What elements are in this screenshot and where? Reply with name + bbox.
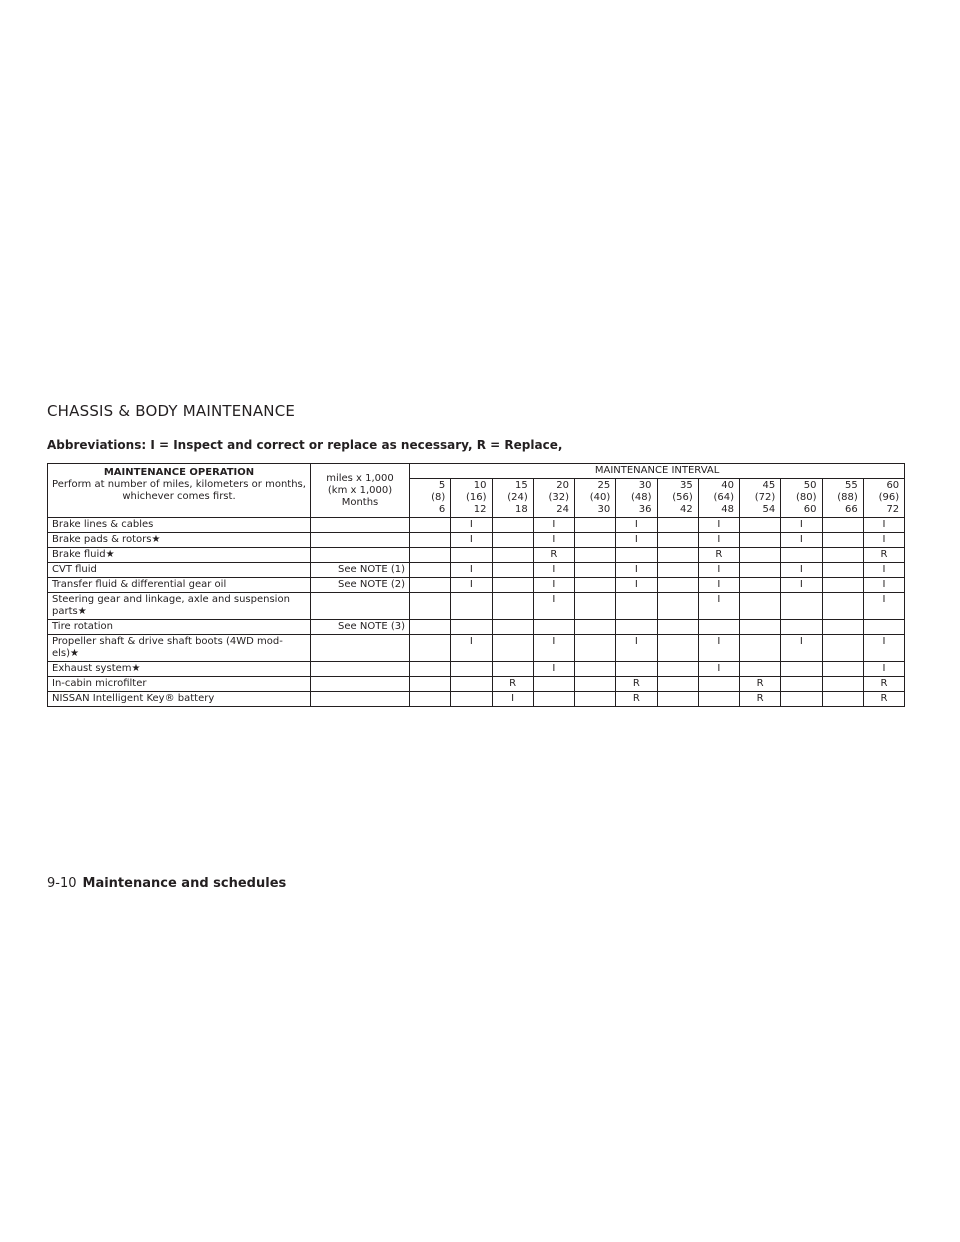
interval-mark-cell [657, 578, 698, 593]
interval-mark-cell [781, 620, 822, 635]
interval-mark-cell [575, 518, 616, 533]
operation-name: Brake pads & rotors [52, 534, 152, 545]
interval-mark-cell: I [698, 662, 739, 677]
operation-note: See NOTE (3) [311, 620, 410, 635]
operation-name: Steering gear and linkage, axle and suspension parts [52, 594, 290, 617]
interval-months: 30 [597, 504, 611, 515]
interval-mark-cell: I [781, 578, 822, 593]
operation-header-text: Perform at number of miles, kilometers or months, whichever comes first. [52, 479, 306, 502]
interval-mark-cell: I [616, 563, 657, 578]
interval-mark-cell [492, 662, 533, 677]
interval-km: (56) [672, 492, 693, 503]
interval-miles: 15 [515, 480, 528, 491]
operation-note [311, 593, 410, 620]
operation-note [311, 677, 410, 692]
interval-miles: 25 [597, 480, 611, 491]
interval-mark-cell [410, 635, 451, 662]
abbreviations-legend: Abbreviations: I = Inspect and correct or replace as necessary, R = Replace, [47, 438, 563, 452]
table-row [48, 518, 905, 533]
interval-mark-cell: I [698, 518, 739, 533]
interval-mark-cell [410, 692, 451, 707]
operation-note [311, 635, 410, 662]
interval-mark-cell [822, 578, 863, 593]
interval-col-60 [863, 479, 904, 518]
interval-mark-cell: I [451, 563, 492, 578]
interval-mark-cell [657, 692, 698, 707]
page-number: 9-10 [47, 876, 77, 891]
units-months: Months [341, 496, 379, 508]
units-header [311, 464, 410, 518]
interval-km: (24) [507, 492, 528, 503]
interval-mark-cell [410, 518, 451, 533]
interval-mark-cell [575, 563, 616, 578]
interval-mark-cell [492, 548, 533, 563]
interval-mark-cell: I [616, 635, 657, 662]
table-row [48, 578, 905, 593]
interval-miles: 35 [680, 480, 693, 491]
interval-mark-cell [657, 563, 698, 578]
interval-mark-cell [863, 620, 904, 635]
star-icon: ★ [105, 549, 115, 560]
interval-mark-cell: I [863, 635, 904, 662]
interval-mark-cell [740, 620, 781, 635]
interval-km: (88) [837, 492, 858, 503]
interval-mark-cell [698, 692, 739, 707]
interval-mark-cell: I [533, 578, 574, 593]
interval-mark-cell [451, 548, 492, 563]
interval-mark-cell: R [863, 692, 904, 707]
interval-mark-cell [492, 620, 533, 635]
interval-mark-cell: I [451, 533, 492, 548]
interval-mark-cell: R [492, 677, 533, 692]
operation-note [311, 518, 410, 533]
page-footer [47, 876, 286, 891]
interval-mark-cell: I [451, 518, 492, 533]
interval-mark-cell [533, 692, 574, 707]
interval-mark-cell [616, 593, 657, 620]
table-header-row-1 [48, 464, 905, 479]
operation-name-cell [48, 518, 311, 533]
interval-mark-cell [698, 677, 739, 692]
interval-months: 48 [721, 504, 734, 515]
interval-miles: 45 [762, 480, 776, 491]
interval-mark-cell [575, 548, 616, 563]
interval-mark-cell: I [781, 533, 822, 548]
interval-mark-cell: I [451, 578, 492, 593]
table-row [48, 620, 905, 635]
interval-mark-cell [657, 518, 698, 533]
interval-col-10 [451, 479, 492, 518]
interval-miles: 10 [473, 480, 487, 491]
interval-col-40 [698, 479, 739, 518]
operation-note [311, 548, 410, 563]
interval-mark-cell [575, 692, 616, 707]
interval-mark-cell [575, 635, 616, 662]
interval-mark-cell [575, 677, 616, 692]
interval-mark-cell: R [863, 548, 904, 563]
interval-mark-cell [657, 533, 698, 548]
table-row [48, 533, 905, 548]
interval-mark-cell: I [533, 518, 574, 533]
table-body [48, 518, 905, 707]
section-title: CHASSIS & BODY MAINTENANCE [47, 402, 296, 420]
operation-name: Tire rotation [52, 621, 114, 632]
interval-miles: 60 [886, 480, 900, 491]
interval-mark-cell: R [533, 548, 574, 563]
interval-miles: 30 [638, 480, 652, 491]
interval-mark-cell [575, 620, 616, 635]
interval-mark-cell [822, 662, 863, 677]
interval-miles: 40 [721, 480, 734, 491]
operation-name: Exhaust system [52, 663, 132, 674]
interval-mark-cell [410, 677, 451, 692]
interval-mark-cell [492, 635, 533, 662]
interval-mark-cell [492, 578, 533, 593]
operation-name-cell [48, 635, 311, 662]
interval-mark-cell [492, 533, 533, 548]
interval-mark-cell [740, 593, 781, 620]
interval-mark-cell [740, 518, 781, 533]
operation-note: See NOTE (2) [311, 578, 410, 593]
interval-mark-cell [410, 662, 451, 677]
interval-mark-cell [410, 620, 451, 635]
table-row [48, 635, 905, 662]
interval-mark-cell [451, 692, 492, 707]
operation-header-title: MAINTENANCE OPERATION [103, 467, 255, 478]
interval-mark-cell [575, 662, 616, 677]
interval-months: 6 [438, 504, 446, 515]
interval-mark-cell [410, 533, 451, 548]
interval-mark-cell [657, 548, 698, 563]
interval-col-25 [575, 479, 616, 518]
interval-col-5 [410, 479, 451, 518]
interval-col-50 [781, 479, 822, 518]
interval-mark-cell: I [863, 578, 904, 593]
interval-mark-cell [740, 533, 781, 548]
star-icon: ★ [131, 663, 141, 674]
interval-months: 42 [680, 504, 693, 515]
interval-mark-cell [740, 548, 781, 563]
interval-mark-cell: I [781, 635, 822, 662]
star-icon: ★ [77, 606, 87, 617]
interval-mark-cell [575, 578, 616, 593]
interval-mark-cell [616, 662, 657, 677]
interval-header: MAINTENANCE INTERVAL [410, 464, 905, 479]
interval-mark-cell [492, 518, 533, 533]
interval-km: (32) [548, 492, 569, 503]
interval-mark-cell: I [781, 518, 822, 533]
operation-name-cell [48, 677, 311, 692]
interval-mark-cell: I [863, 593, 904, 620]
interval-mark-cell [657, 662, 698, 677]
interval-mark-cell [492, 563, 533, 578]
interval-mark-cell: R [616, 692, 657, 707]
interval-km: (80) [795, 492, 817, 503]
interval-mark-cell: R [616, 677, 657, 692]
interval-mark-cell [822, 563, 863, 578]
units-km: (km x 1,000) [327, 484, 393, 496]
operation-name-cell [48, 548, 311, 563]
operation-name: In-cabin microfilter [52, 678, 147, 689]
table-row [48, 692, 905, 707]
interval-mark-cell [575, 593, 616, 620]
interval-mark-cell: I [616, 578, 657, 593]
interval-mark-cell [822, 518, 863, 533]
interval-months: 12 [473, 504, 487, 515]
operation-name: Propeller shaft & drive shaft boots (4WD mod-els) [52, 636, 283, 659]
operation-name: Brake lines & cables [52, 519, 154, 530]
interval-mark-cell [822, 620, 863, 635]
operation-note [311, 692, 410, 707]
interval-mark-cell: I [698, 578, 739, 593]
interval-months: 54 [762, 504, 776, 515]
operation-name-cell [48, 593, 311, 620]
interval-mark-cell [575, 533, 616, 548]
interval-miles: 50 [803, 480, 817, 491]
interval-months: 36 [638, 504, 652, 515]
interval-mark-cell: R [698, 548, 739, 563]
interval-mark-cell: I [863, 518, 904, 533]
interval-mark-cell [533, 677, 574, 692]
interval-mark-cell [657, 620, 698, 635]
interval-mark-cell: I [863, 662, 904, 677]
interval-mark-cell [740, 635, 781, 662]
interval-mark-cell [822, 548, 863, 563]
interval-mark-cell: I [533, 563, 574, 578]
interval-km: (8) [431, 492, 446, 503]
interval-mark-cell: I [533, 662, 574, 677]
operation-note [311, 662, 410, 677]
interval-mark-cell [740, 563, 781, 578]
operation-header [48, 464, 311, 518]
interval-mark-cell: R [740, 677, 781, 692]
interval-months: 18 [515, 504, 528, 515]
interval-months: 24 [556, 504, 569, 515]
interval-mark-cell [410, 578, 451, 593]
interval-mark-cell: I [781, 563, 822, 578]
operation-name: Transfer fluid & differential gear oil [52, 579, 227, 590]
interval-mark-cell: I [533, 635, 574, 662]
interval-mark-cell [451, 677, 492, 692]
table-row [48, 548, 905, 563]
interval-km: (48) [630, 492, 652, 503]
table-row [48, 677, 905, 692]
interval-mark-cell [781, 662, 822, 677]
interval-mark-cell [740, 578, 781, 593]
interval-mark-cell [698, 620, 739, 635]
interval-mark-cell: I [698, 563, 739, 578]
table-row [48, 593, 905, 620]
interval-mark-cell: I [616, 533, 657, 548]
interval-miles: 5 [438, 480, 446, 491]
interval-mark-cell [781, 593, 822, 620]
interval-col-20 [533, 479, 574, 518]
interval-mark-cell: I [533, 533, 574, 548]
chapter-title: Maintenance and schedules [82, 876, 287, 891]
interval-mark-cell [822, 635, 863, 662]
interval-mark-cell: I [698, 593, 739, 620]
interval-mark-cell [451, 662, 492, 677]
operation-name-cell [48, 563, 311, 578]
interval-mark-cell [616, 548, 657, 563]
interval-mark-cell [533, 620, 574, 635]
interval-mark-cell [740, 662, 781, 677]
interval-miles: 20 [556, 480, 569, 491]
operation-name: Brake fluid [52, 549, 106, 560]
interval-mark-cell [781, 677, 822, 692]
interval-mark-cell [822, 692, 863, 707]
interval-mark-cell [451, 593, 492, 620]
interval-mark-cell: I [616, 518, 657, 533]
interval-mark-cell [822, 533, 863, 548]
interval-mark-cell [657, 635, 698, 662]
interval-mark-cell [451, 620, 492, 635]
interval-km: (72) [754, 492, 776, 503]
star-icon: ★ [151, 534, 161, 545]
interval-mark-cell: I [533, 593, 574, 620]
interval-col-45 [740, 479, 781, 518]
operation-note [311, 533, 410, 548]
interval-mark-cell: R [740, 692, 781, 707]
operation-name: CVT fluid [52, 564, 97, 575]
interval-mark-cell [410, 593, 451, 620]
star-icon: ★ [70, 648, 80, 659]
interval-mark-cell [781, 692, 822, 707]
operation-note: See NOTE (1) [311, 563, 410, 578]
interval-km: (16) [465, 492, 487, 503]
operation-name-cell [48, 620, 311, 635]
interval-km: (96) [878, 492, 900, 503]
operation-name: NISSAN Intelligent Key® battery [52, 693, 215, 704]
operation-name-cell [48, 692, 311, 707]
interval-mark-cell: I [863, 563, 904, 578]
operation-name-cell [48, 662, 311, 677]
interval-col-30 [616, 479, 657, 518]
interval-mark-cell [822, 677, 863, 692]
interval-mark-cell [492, 593, 533, 620]
interval-miles: 55 [845, 480, 858, 491]
interval-col-55 [822, 479, 863, 518]
table-row [48, 563, 905, 578]
interval-mark-cell [822, 593, 863, 620]
interval-col-15 [492, 479, 533, 518]
interval-mark-cell: I [863, 533, 904, 548]
interval-mark-cell: R [863, 677, 904, 692]
interval-km: (64) [713, 492, 734, 503]
maintenance-schedule-table [47, 463, 905, 707]
interval-mark-cell: I [492, 692, 533, 707]
interval-months: 60 [803, 504, 817, 515]
interval-mark-cell [616, 620, 657, 635]
interval-mark-cell [657, 593, 698, 620]
interval-col-35 [657, 479, 698, 518]
interval-mark-cell [410, 563, 451, 578]
interval-mark-cell: I [698, 635, 739, 662]
interval-mark-cell: I [698, 533, 739, 548]
interval-months: 66 [845, 504, 858, 515]
interval-mark-cell: I [451, 635, 492, 662]
interval-mark-cell [410, 548, 451, 563]
interval-mark-cell [781, 548, 822, 563]
operation-name-cell [48, 578, 311, 593]
units-miles: miles x 1,000 [326, 472, 394, 484]
interval-months: 72 [886, 504, 900, 515]
table-row [48, 662, 905, 677]
interval-km: (40) [589, 492, 611, 503]
interval-mark-cell [657, 677, 698, 692]
operation-name-cell [48, 533, 311, 548]
